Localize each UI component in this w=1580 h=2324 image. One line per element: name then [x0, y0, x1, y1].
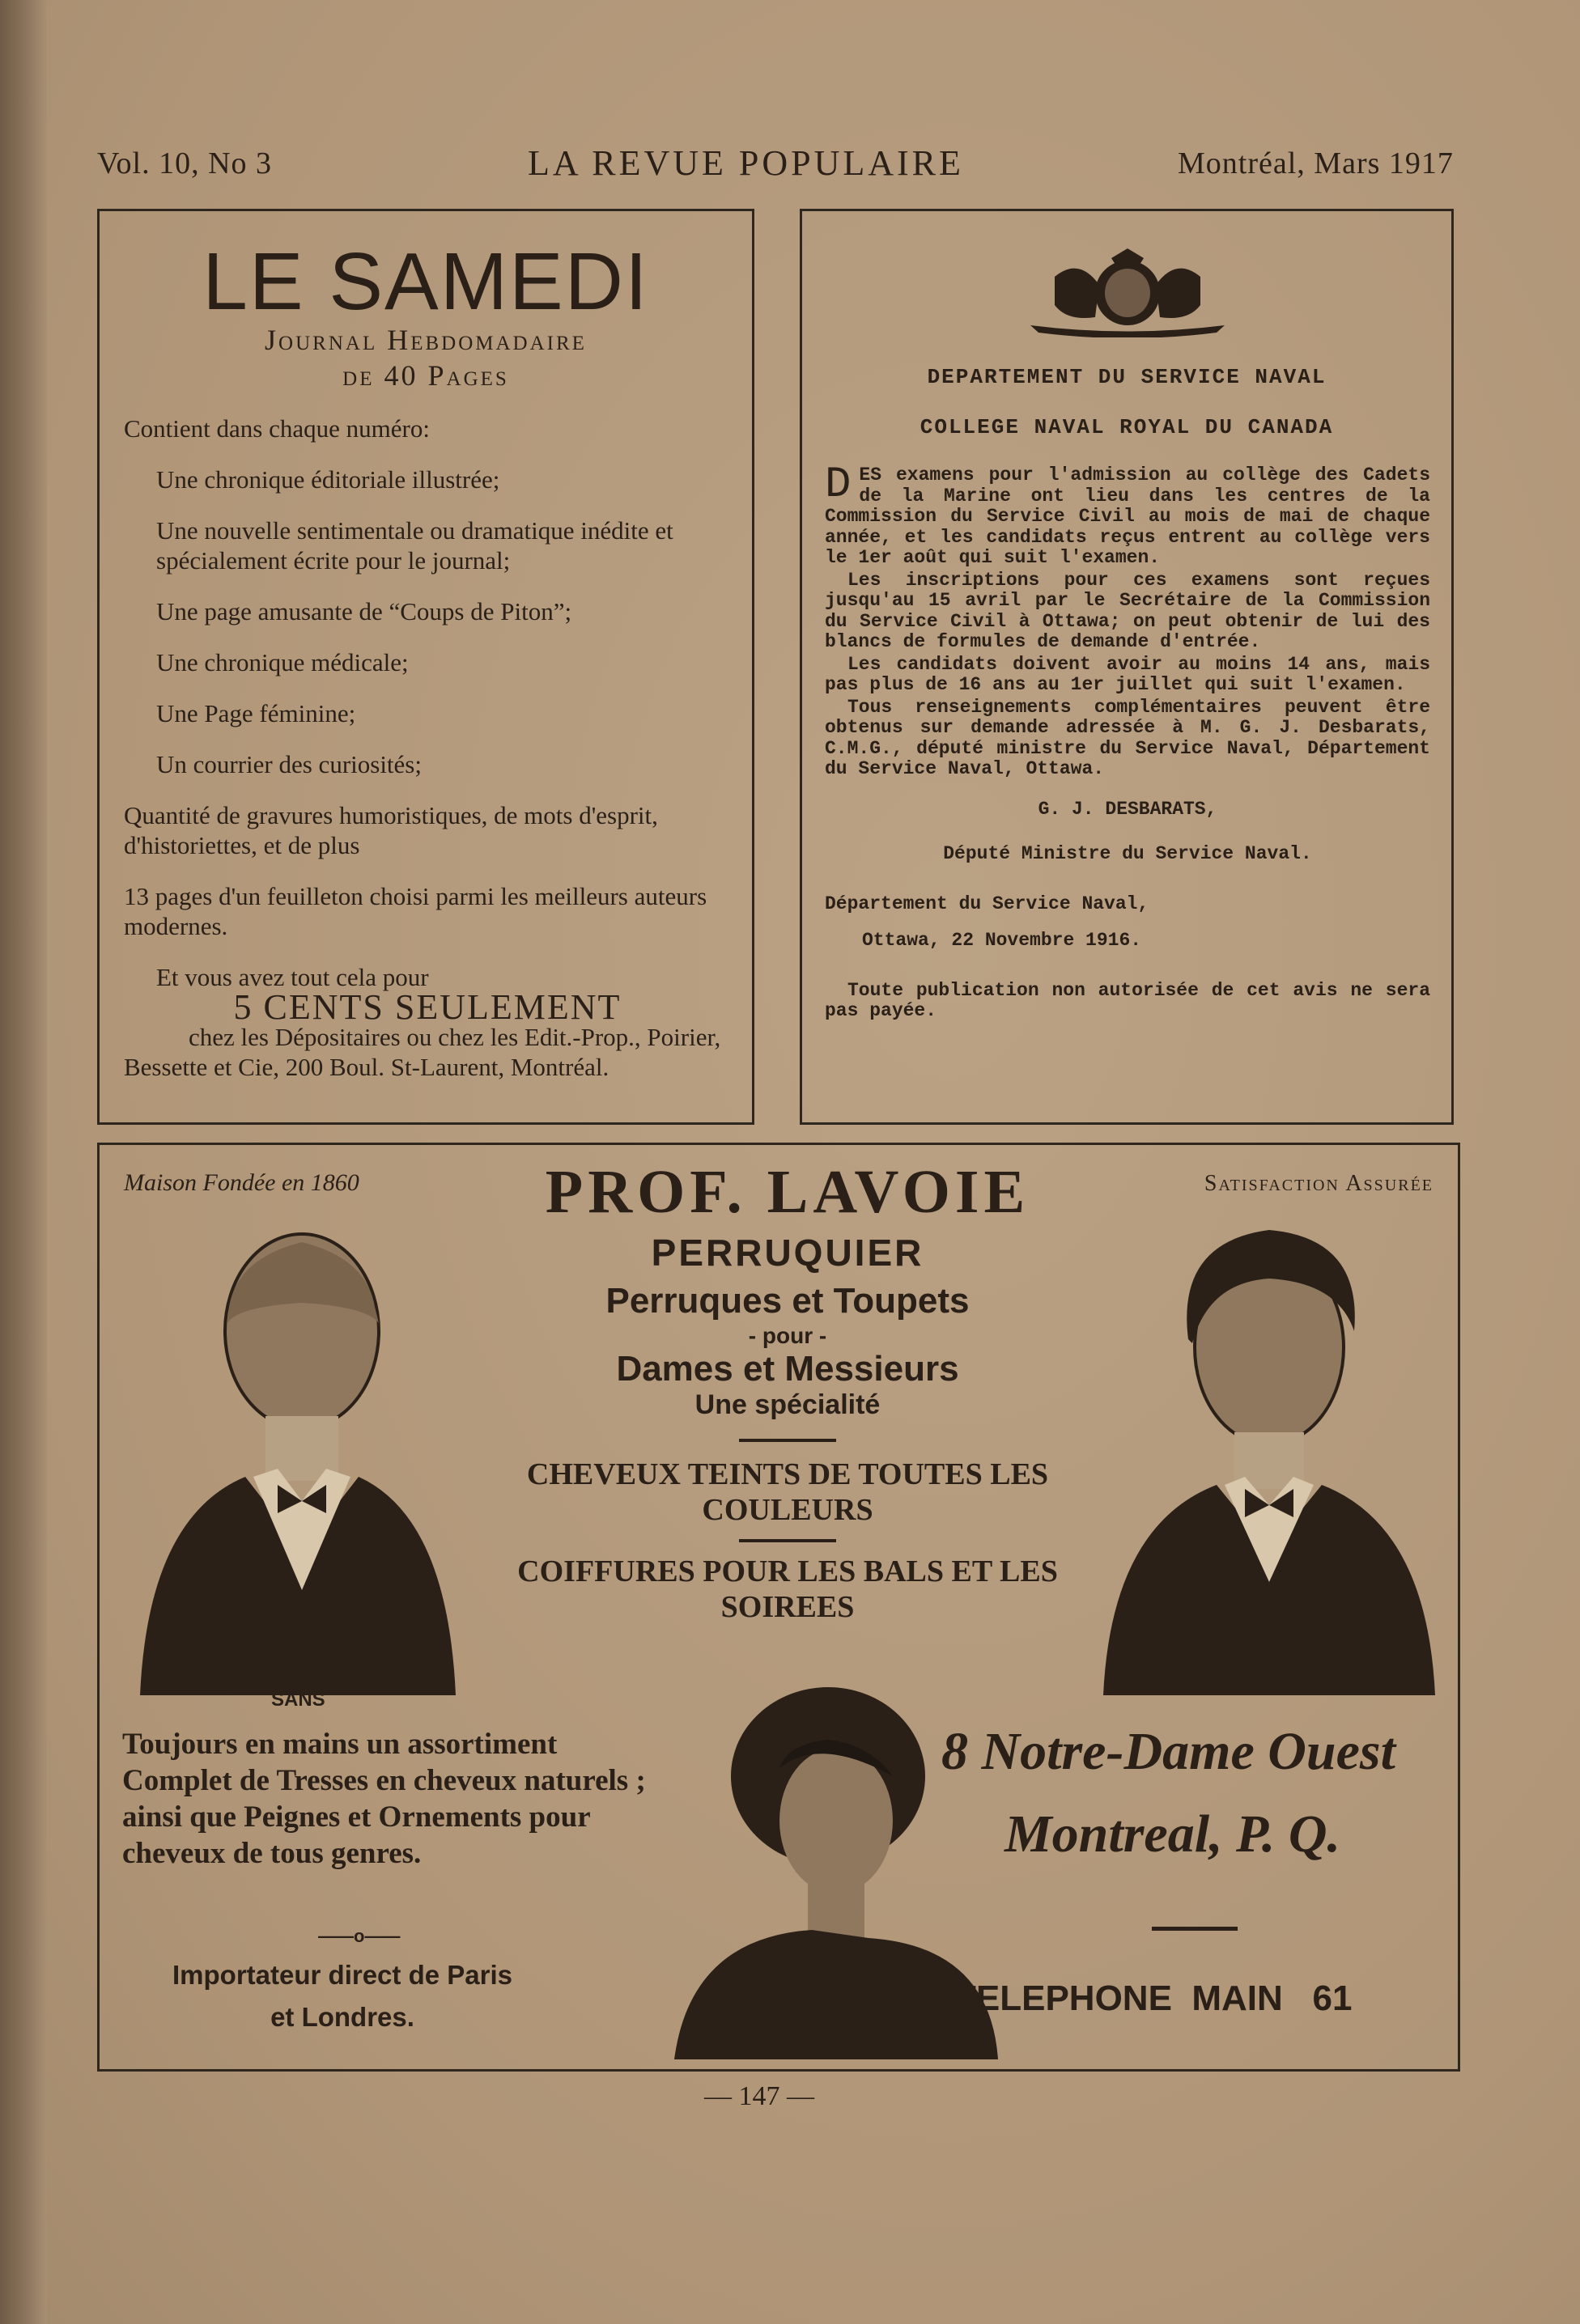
- founded-line: Maison Fondée en 1860: [124, 1169, 359, 1196]
- le-samedi-ad: [97, 209, 754, 1125]
- naval-paragraph: Les candidats doivent avoir au moins 14 ans, mais pas plus de 16 ans au 1er juillet qui suit l'examen.: [825, 653, 1430, 695]
- signatory-title: Député Ministre du Service Naval.: [943, 843, 1312, 864]
- address-rule: [1152, 1927, 1238, 1931]
- signature: G. J. DESBARATS,: [1038, 798, 1217, 820]
- city-address: Montreal, P. Q.: [1004, 1804, 1341, 1864]
- samedi-where: chez les Dépositaires ou chez les Edit.-Prop., Poirier, Bessette et Cie, 200 Boul. St-Laurent, Montréal.: [124, 1023, 721, 1081]
- telephone-line: TELEPHONE MAIN 61: [954, 1978, 1353, 2018]
- assortment-text: Toujours en mains un assortiment Complet de Tresses en cheveux naturels ; ainsi que Peignes et Ornements pour cheveux de tous genres.: [122, 1728, 646, 1870]
- samedi-subtitle: Journal Hebdomadaire: [265, 324, 587, 356]
- samedi-title: LE SAMEDI: [202, 236, 649, 327]
- samedi-pages: de 40 Pages: [342, 359, 509, 392]
- college-heading: COLLEGE NAVAL ROYAL DU CANADA: [920, 415, 1334, 439]
- trade: PERRUQUIER: [651, 1232, 924, 1274]
- samedi-item: Quantité de gravures humoristiques, de mots d'esprit, d'historiettes, et de plus: [124, 801, 658, 859]
- bald-man-portrait-icon: [124, 1210, 464, 1695]
- samedi-item: Une chronique éditoriale illustrée;: [156, 465, 500, 494]
- naval-paragraph: Tous renseignements complémentaires peuvent être obtenus sur demande adressée à M. G. J. Desbarats, C.M.G., député ministre du Service Naval, Département du Service Naval, Ottawa.: [825, 696, 1430, 779]
- divider-rule: [739, 1539, 836, 1542]
- divider-rule: [739, 1439, 836, 1442]
- page-number: — 147 —: [704, 2081, 814, 2111]
- place-date: Ottawa, 22 Novembre 1916.: [862, 930, 1142, 951]
- sans-label: SANS: [271, 1689, 325, 1711]
- hair-dye-line: CHEVEUX TEINTS DE TOUTES LES COULEURS: [526, 1457, 1049, 1527]
- naval-heading: DEPARTEMENT DU SERVICE NAVAL: [927, 365, 1327, 389]
- man-with-wig-portrait-icon: [1095, 1194, 1443, 1695]
- samedi-item: Une nouvelle sentimentale ou dramatique inédite et spécialement écrite pour le journal;: [156, 516, 673, 575]
- pour-line: - pour -: [748, 1323, 827, 1348]
- samedi-item: 13 pages d'un feuilleton choisi parmi les meilleurs auteurs modernes.: [124, 882, 707, 940]
- naval-paragraph: ES examens pour l'admission au collège des Cadets de la Marine ont lieu dans les centres de la Commission du Service Civil au mois de mai de chaque année, et les candidats reçus entrent au collège vers le 1er août qui suit l'examen.: [825, 464, 1430, 568]
- publication-title: LA REVUE POPULAIRE: [528, 143, 964, 183]
- avec-label: AVEC: [1233, 1676, 1285, 1698]
- samedi-intro: Contient dans chaque numéro:: [124, 414, 430, 443]
- issue-date: Montréal, Mars 1917: [1178, 146, 1454, 180]
- book-spine: [0, 0, 47, 2324]
- samedi-item: Une Page féminine;: [156, 699, 356, 727]
- volume-number: Vol. 10, No 3: [97, 146, 273, 180]
- specialty-line: Une spécialité: [694, 1389, 881, 1420]
- samedi-price: 5 CENTS SEULEMENT: [233, 987, 622, 1027]
- street-address: 8 Notre-Dame Ouest: [941, 1722, 1395, 1781]
- samedi-item: Une chronique médicale;: [156, 648, 409, 676]
- wigs-line: Perruques et Toupets: [605, 1281, 970, 1321]
- naval-paragraph: Les inscriptions pour ces examens sont reçues jusqu'au 15 avril par le Secrétaire de la Commission du Service Civil à Ottawa; on peut obtenir de lui des blancs de formules de demande d'entrée.: [825, 569, 1430, 652]
- samedi-contents: [124, 413, 731, 1082]
- naval-service-notice: [800, 209, 1454, 1125]
- small-divider: ——o——: [318, 1926, 401, 1946]
- samedi-closing: Et vous avez tout cela pour: [156, 963, 429, 991]
- prof-lavoie-ad: [97, 1143, 1460, 2072]
- samedi-item: Une page amusante de “Coups de Piton”;: [156, 597, 572, 626]
- satisfaction-line: Satisfaction Assurée: [1204, 1171, 1433, 1196]
- samedi-item: Un courrier des curiosités;: [156, 750, 422, 778]
- business-name: PROF. LAVOIE: [545, 1158, 1030, 1226]
- ladies-gentlemen-line: Dames et Messieurs: [616, 1349, 959, 1389]
- naval-body: [825, 460, 1430, 1024]
- royal-coat-of-arms-icon: [998, 248, 1257, 337]
- department-line: Département du Service Naval,: [825, 893, 1149, 914]
- drop-cap: D: [825, 460, 852, 510]
- publication-notice: Toute publication non autorisée de cet avis ne sera pas payée.: [825, 979, 1430, 1021]
- importer-line: Importateur direct de Paris et Londres.: [172, 1960, 512, 2032]
- ball-hairstyles-line: COIFFURES POUR LES BALS ET LES SOIREES: [517, 1554, 1058, 1624]
